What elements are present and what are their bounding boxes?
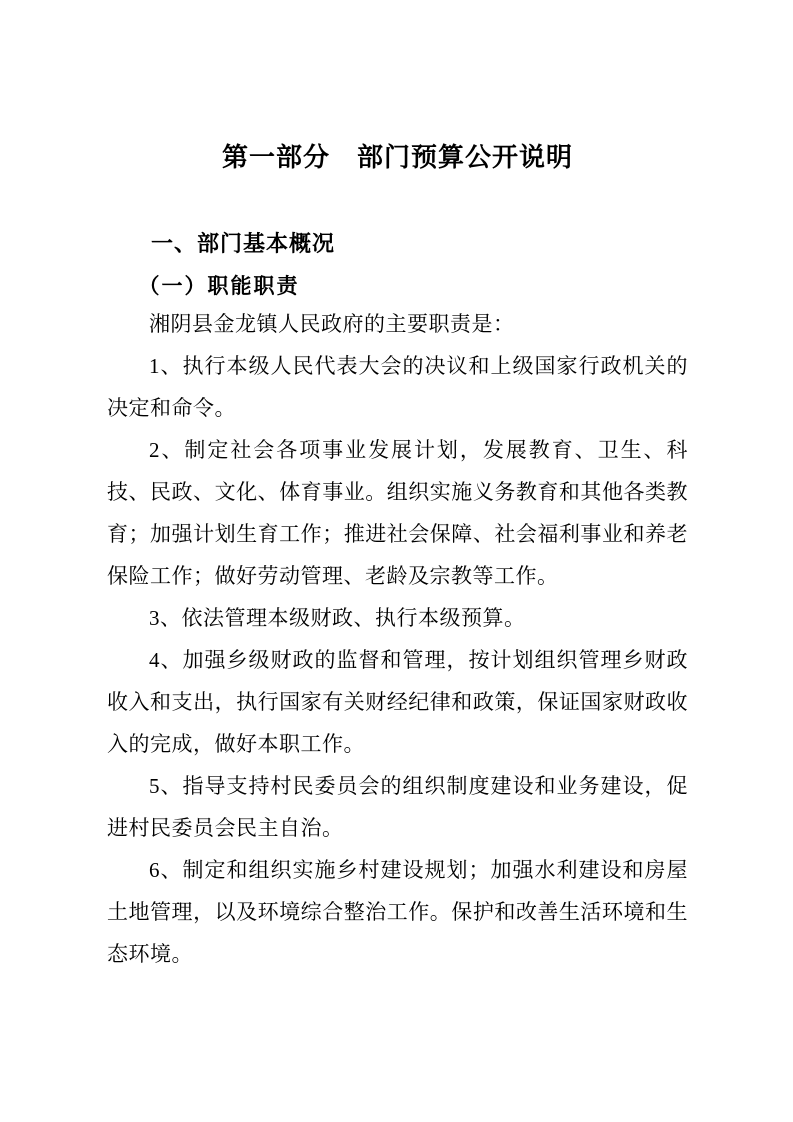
paragraph-duty-6: 6、制定和组织实施乡村建设规划；加强水利建设和房屋土地管理，以及环境综合整治工作。保护和改善生活环境和生态环境。 (107, 858, 688, 966)
paragraph-duty-1: 1、执行本级人民代表大会的决议和上级国家行政机关的决定和命令。 (107, 354, 688, 420)
paragraph-duty-3: 3、依法管理本级财政、执行本级预算。 (149, 606, 526, 630)
paragraph-duty-5: 5、指导支持村民委员会的组织制度建设和业务建设，促进村民委员会民主自治。 (107, 774, 688, 840)
section-heading-basic-overview: 一、部门基本概况 (151, 231, 336, 256)
document-title: 第一部分 部门预算公开说明 (221, 142, 573, 172)
paragraph-intro: 湘阴县金龙镇人民政府的主要职责是： (149, 312, 515, 336)
paragraph-duty-4: 4、加强乡级财政的监督和管理，按计划组织管理乡财政收入和支出，执行国家有关财经纪律和政策，保证国家财政收入的完成，做好本职工作。 (107, 648, 688, 756)
paragraph-duty-2: 2、制定社会各项事业发展计划，发展教育、卫生、科技、民政、文化、体育事业。组织实施义务教育和其他各类教育；加强计划生育工作；推进社会保障、社会福利事业和养老保险工作；做好劳动管理、老龄及宗教等工作。 (107, 438, 688, 588)
subsection-heading-duties: （一）职能职责 (138, 274, 300, 298)
